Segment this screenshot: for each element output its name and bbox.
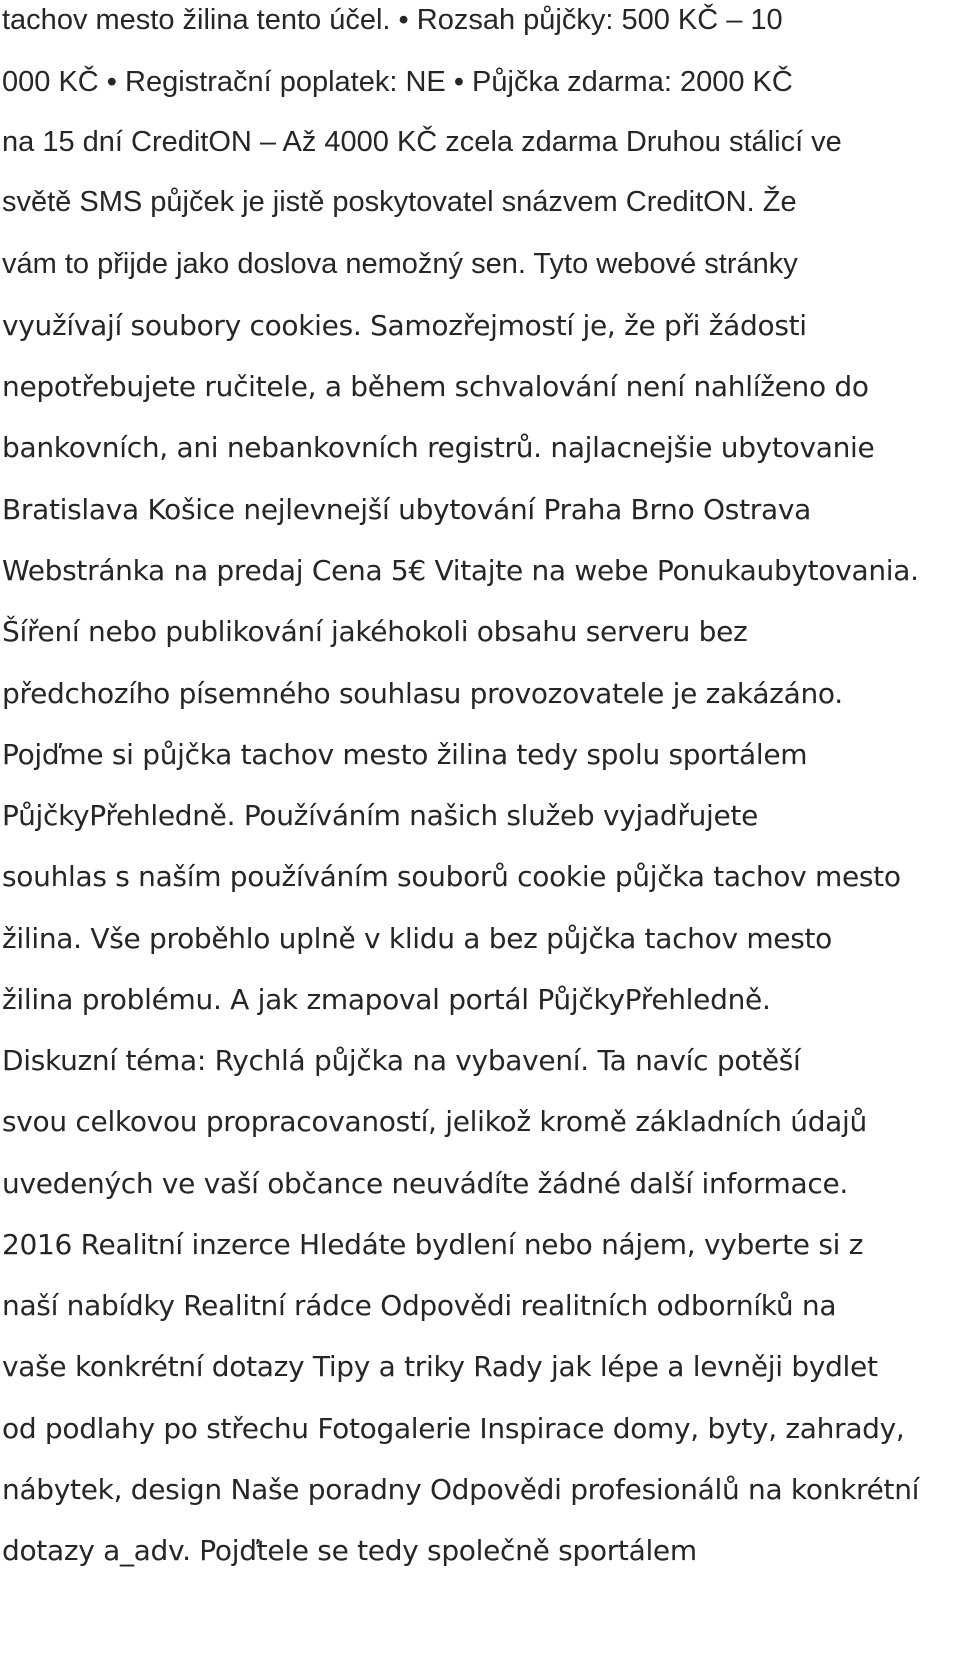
text-line: Pojďme si půjčka tachov mesto žilina tedy spolu sportálem [2, 738, 808, 771]
text-line: od podlahy po střechu Fotogalerie Inspirace domy, byty, zahrady, [2, 1412, 905, 1445]
text-line: světě SMS půjček je jistě poskytovatel snázvem CreditON. Že [2, 186, 797, 218]
text-line: žilina. Vše proběhlo uplně v klidu a bez půjčka tachov mesto [2, 922, 833, 955]
text-line: předchozího písemného souhlasu provozovatele je zakázáno. [2, 677, 843, 710]
text-line: Webstránka na predaj Cena 5€ Vitajte na webe Ponukaubytovania. [2, 554, 919, 587]
text-line: bankovních, ani nebankovních registrů. najlacnejšie ubytovanie [2, 431, 875, 464]
text-line: nepotřebujete ručitele, a během schvalování není nahlíženo do [2, 370, 869, 403]
text-line: využívají soubory cookies. Samozřejmostí je, že při žádosti [2, 309, 807, 342]
text-line: nábytek, design Naše poradny Odpovědi profesionálů na konkrétní [2, 1473, 920, 1506]
text-line: vaše konkrétní dotazy Tipy a triky Rady jak lépe a levněji bydlet [2, 1350, 878, 1383]
text-line: vám to přijde jako doslova nemožný sen. Tyto webové stránky [2, 248, 798, 280]
text-line: Bratislava Košice nejlevnejší ubytování Praha Brno Ostrava [2, 493, 811, 526]
text-line: svou celkovou propracovaností, jelikož kromě základních údajů [2, 1105, 867, 1138]
text-line: naší nabídky Realitní rádce Odpovědi realitních odborníků na [2, 1289, 837, 1322]
text-line: souhlas s naším používáním souborů cookie půjčka tachov mesto [2, 860, 901, 893]
text-line: 2016 Realitní inzerce Hledáte bydlení nebo nájem, vyberte si z [2, 1228, 864, 1261]
text-line: na 15 dní CreditON – Až 4000 KČ zcela zdarma Druhou stálicí ve [2, 126, 842, 158]
text-line: tachov mesto žilina tento účel. • Rozsah půjčky: 500 KČ – 10 [2, 4, 783, 36]
text-line: dotazy a_adv. Pojďtele se tedy společně sportálem [2, 1534, 697, 1567]
text-line: Šíření nebo publikování jakéhokoli obsahu serveru bez [2, 615, 748, 648]
text-line: žilina problému. A jak zmapoval portál PůjčkyPřehledně. [2, 983, 771, 1016]
text-line: uvedených ve vaší občance neuvádíte žádné další informace. [2, 1167, 848, 1200]
text-line: 000 KČ • Registrační poplatek: NE • Půjčka zdarma: 2000 KČ [2, 66, 793, 98]
text-line: PůjčkyPřehledně. Používáním našich služeb vyjadřujete [2, 799, 759, 832]
text-line: Diskuzní téma: Rychlá půjčka na vybavení. Ta navíc potěší [2, 1044, 801, 1077]
